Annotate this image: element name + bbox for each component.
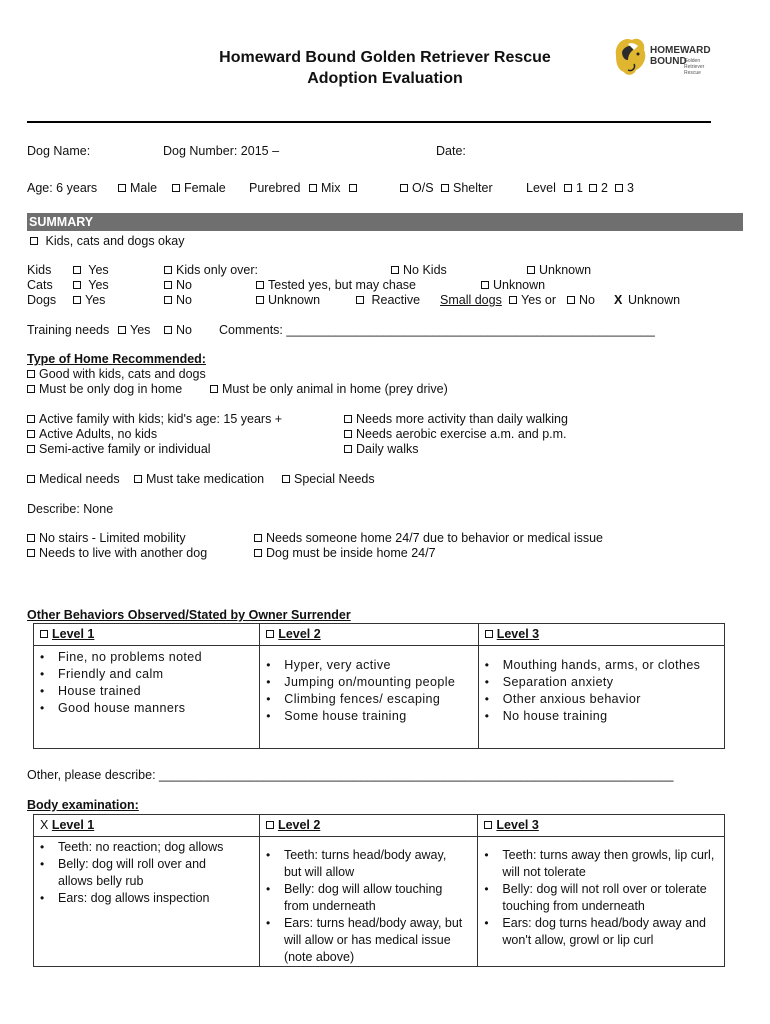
female-label: Female — [184, 181, 226, 195]
checkbox-icon — [164, 266, 172, 274]
must-take-med-label: Must take medication — [146, 472, 265, 486]
kids-only-over-label: Kids only over: — [176, 263, 258, 277]
no-kids-label: No Kids — [403, 263, 447, 277]
checkbox-icon — [27, 385, 35, 393]
inside-home-checkbox[interactable] — [254, 546, 436, 560]
summary-heading: SUMMARY — [29, 215, 94, 229]
active-adults-label: Active Adults, no kids — [39, 427, 158, 441]
no-stairs-checkbox[interactable] — [27, 531, 186, 545]
date-label: Date: — [436, 144, 466, 158]
body-exam-table — [33, 814, 725, 967]
must-take-med-checkbox[interactable] — [134, 472, 264, 486]
list-item: • Teeth: no reaction; dog allows — [34, 839, 234, 856]
checkbox-icon — [615, 184, 623, 192]
no-kids-checkbox[interactable] — [391, 263, 447, 277]
live-with-dog-checkbox[interactable] — [27, 546, 207, 560]
list-item: • House trained — [34, 683, 259, 700]
checkbox-icon — [172, 184, 180, 192]
level-2-title: Level 2 — [278, 627, 321, 641]
someone-home-checkbox[interactable] — [254, 531, 603, 545]
checkbox-icon — [309, 184, 317, 192]
only-dog-checkbox[interactable] — [27, 382, 182, 396]
body-level-2-header[interactable] — [259, 815, 477, 837]
kids-unknown-checkbox[interactable] — [527, 263, 591, 277]
unknown-label: Unknown — [493, 278, 546, 292]
body-exam-heading: Body examination: — [27, 798, 139, 812]
checkbox-icon — [481, 281, 489, 289]
checkbox-icon — [356, 296, 364, 304]
no-label: No — [579, 293, 595, 307]
comments-field[interactable]: Comments: _____________________________________________________ — [219, 323, 655, 337]
behaviors-level-1-header[interactable] — [34, 624, 260, 646]
checkbox-icon — [118, 184, 126, 192]
more-activity-checkbox[interactable] — [344, 412, 568, 426]
no-label: No — [176, 323, 192, 337]
only-animal-label: Must be only animal in home (prey drive) — [222, 382, 448, 396]
behaviors-level-1-cell — [34, 646, 260, 749]
checkbox-icon — [27, 415, 35, 423]
checkbox-icon — [73, 281, 81, 289]
list-item: • Hyper, very active — [260, 657, 477, 674]
behaviors-table — [33, 623, 725, 749]
page-title: Homeward Bound Golden Retriever Rescue — [219, 49, 551, 66]
active-adults-checkbox[interactable] — [27, 427, 157, 441]
shelter-checkbox[interactable] — [441, 181, 493, 195]
cats-unknown-checkbox[interactable] — [481, 278, 545, 292]
medical-needs-checkbox[interactable] — [27, 472, 120, 486]
cats-yes-checkbox[interactable] — [73, 278, 109, 292]
level-1-checkbox[interactable] — [564, 181, 583, 195]
medical-needs-label: Medical needs — [39, 472, 120, 486]
level-3-label: 3 — [627, 181, 634, 195]
list-item: • Mouthing hands, arms, or clothes — [479, 657, 724, 674]
header-rule — [27, 121, 711, 123]
checkbox-icon — [484, 821, 492, 829]
male-label: Male — [130, 181, 158, 195]
list-item: • Good house manners — [34, 700, 259, 717]
logo-small-3: Rescue — [684, 70, 701, 76]
list-item: • Ears: dog turns head/body away and won't allow, growl or lip curl — [478, 915, 714, 949]
dogs-unknown-checkbox[interactable] — [256, 293, 320, 307]
female-checkbox[interactable] — [172, 181, 226, 195]
list-item: • Some house training — [260, 708, 477, 725]
body-level-2-cell — [259, 837, 477, 967]
training-yes-checkbox[interactable] — [118, 323, 150, 337]
os-checkbox[interactable] — [400, 181, 434, 195]
checkbox-icon — [254, 534, 262, 542]
small-dogs-label: Small dogs — [440, 293, 502, 307]
more-activity-label: Needs more activity than daily walking — [356, 412, 568, 426]
checkbox-icon — [344, 415, 352, 423]
checkbox-icon — [27, 430, 35, 438]
checkbox-icon — [164, 326, 172, 334]
list-item: • Belly: dog will allow touching from underneath — [260, 881, 465, 915]
checkbox-icon — [344, 445, 352, 453]
checkbox-icon — [509, 296, 517, 304]
level-3-title: Level 3 — [496, 627, 540, 641]
dog-name-label: Dog Name: — [27, 144, 91, 158]
checkbox-icon — [27, 534, 35, 542]
list-item: • No house training — [479, 708, 724, 725]
kids-cats-dogs-ok-label: Kids, cats and dogs okay — [45, 234, 185, 248]
checkbox-icon — [118, 326, 126, 334]
level-3-checkbox[interactable] — [615, 181, 634, 195]
checkbox-icon — [589, 184, 597, 192]
behaviors-level-2-header[interactable] — [260, 624, 478, 646]
dogs-no-checkbox[interactable] — [164, 293, 192, 307]
yes-label: Yes — [88, 263, 109, 277]
level-1-title: Level 1 — [52, 627, 95, 641]
checkbox-icon — [30, 237, 38, 245]
list-item: • Jumping on/mounting people — [260, 674, 477, 691]
yes-label: Yes — [85, 293, 106, 307]
logo-text-1: HOMEWARD — [650, 45, 711, 56]
dogs-yes-checkbox[interactable] — [73, 293, 105, 307]
level-2-title: Level 2 — [277, 818, 321, 832]
purebred-checkbox[interactable] — [309, 181, 340, 195]
checkbox-icon — [73, 296, 81, 304]
level-1-title: Level 1 — [51, 818, 95, 832]
level-label: Level — [526, 181, 556, 195]
mix-checkbox[interactable] — [349, 181, 361, 195]
good-with-all-checkbox[interactable] — [27, 367, 206, 381]
os-label: O/S — [412, 181, 434, 195]
purebred-label: Purebred — [249, 181, 301, 195]
checkbox-icon — [210, 385, 218, 393]
behaviors-heading: Other Behaviors Observed/Stated by Owner Surrender — [27, 608, 351, 622]
checkbox-icon — [27, 475, 35, 483]
dog-number-label: Dog Number: 2015 – — [163, 144, 280, 158]
checkbox-icon — [40, 630, 48, 638]
level-2-label: 2 — [601, 181, 608, 195]
reactive-label: Reactive — [371, 293, 421, 307]
kids-cats-dogs-ok-checkbox[interactable] — [30, 234, 184, 248]
checkbox-icon — [27, 549, 35, 557]
checkbox-icon — [441, 184, 449, 192]
checkbox-icon — [256, 296, 264, 304]
checkbox-icon — [344, 430, 352, 438]
special-needs-checkbox[interactable] — [282, 472, 375, 486]
behaviors-level-2-cell — [260, 646, 478, 749]
inside-home-label: Dog must be inside home 24/7 — [266, 546, 436, 560]
checkbox-icon — [134, 475, 142, 483]
logo-text-2: BOUND — [650, 56, 687, 67]
checkbox-icon — [164, 296, 172, 304]
list-item: • Fine, no problems noted — [34, 649, 259, 666]
body-level-1-header[interactable] — [34, 815, 260, 837]
checkbox-icon — [256, 281, 264, 289]
checkbox-icon — [567, 296, 575, 304]
body-level-3-cell — [478, 837, 725, 967]
list-item: • Separation anxiety — [479, 674, 724, 691]
training-needs-label: Training needs — [27, 323, 110, 337]
aerobic-label: Needs aerobic exercise a.m. and p.m. — [356, 427, 567, 441]
behaviors-level-3-header[interactable] — [478, 624, 724, 646]
logo-small-2: Retriever — [684, 64, 705, 70]
unknown-label: Unknown — [539, 263, 592, 277]
unknown-label: Unknown — [268, 293, 321, 307]
checkbox-icon — [164, 281, 172, 289]
level-2-checkbox[interactable] — [589, 181, 608, 195]
yes-label: Yes — [88, 278, 109, 292]
kids-yes-checkbox[interactable] — [73, 263, 109, 277]
checkbox-icon — [254, 549, 262, 557]
checkbox-icon — [564, 184, 572, 192]
active-family-label: Active family with kids; kid's age: 15 years + — [39, 412, 283, 426]
level-1-selected-mark: X — [40, 818, 49, 832]
list-item: • Teeth: turns away then growls, lip curl, will not tolerate — [478, 847, 714, 881]
checkbox-icon — [266, 821, 274, 829]
daily-walks-checkbox[interactable] — [344, 442, 419, 456]
checkbox-icon — [485, 630, 493, 638]
list-item: • Belly: dog will not roll over or tolerate touching from underneath — [478, 881, 714, 915]
male-checkbox[interactable] — [118, 181, 157, 195]
training-no-checkbox[interactable] — [164, 323, 192, 337]
yes-or-label: Yes or — [521, 293, 556, 307]
no-stairs-label: No stairs - Limited mobility — [39, 531, 186, 545]
describe-field: Describe: None — [27, 502, 114, 516]
behaviors-level-3-cell — [478, 646, 724, 749]
small-dogs-no-checkbox[interactable] — [567, 293, 595, 307]
list-item: • Friendly and calm — [34, 666, 259, 683]
someone-home-label: Needs someone home 24/7 due to behavior or medical issue — [266, 531, 604, 545]
body-level-3-header[interactable] — [478, 815, 725, 837]
age-label: Age: 6 years — [27, 181, 98, 195]
only-animal-checkbox[interactable] — [210, 382, 448, 396]
aerobic-checkbox[interactable] — [344, 427, 567, 441]
checkbox-icon — [27, 370, 35, 378]
kids-label: Kids — [27, 263, 52, 277]
small-dogs-yes-checkbox[interactable] — [509, 293, 556, 307]
live-with-dog-label: Needs to live with another dog — [39, 546, 208, 560]
checkbox-icon — [27, 445, 35, 453]
logo-small-1: Golden — [684, 58, 701, 64]
shelter-label: Shelter — [453, 181, 493, 195]
tested-yes-checkbox[interactable] — [256, 278, 416, 292]
only-dog-label: Must be only dog in home — [39, 382, 183, 396]
level-1-label: 1 — [576, 181, 583, 195]
page-subtitle: Adoption Evaluation — [307, 70, 463, 87]
semi-active-label: Semi-active family or individual — [39, 442, 211, 456]
checkbox-icon — [527, 266, 535, 274]
yes-label: Yes — [130, 323, 151, 337]
reactive-checkbox[interactable] — [356, 293, 420, 307]
mix-label: Mix — [321, 181, 341, 195]
checkbox-icon — [73, 266, 81, 274]
checkbox-icon — [349, 184, 357, 192]
other-describe-field[interactable]: Other, please describe: __________________________________________________________________________ — [27, 768, 674, 782]
active-family-checkbox[interactable] — [27, 412, 282, 426]
tested-yes-label: Tested yes, but may chase — [268, 278, 416, 292]
list-item: • Climbing fences/ escaping — [260, 691, 477, 708]
small-dogs-unknown-label: Unknown — [628, 293, 681, 307]
level-3-title: Level 3 — [496, 818, 539, 832]
list-item: • Teeth: turns head/body away, but will allow — [260, 847, 465, 881]
checkbox-icon — [391, 266, 399, 274]
semi-active-checkbox[interactable] — [27, 442, 211, 456]
cats-label: Cats — [27, 278, 53, 292]
list-item: • Belly: dog will roll over and allows belly rub — [34, 856, 234, 890]
checkbox-icon — [282, 475, 290, 483]
good-with-all-label: Good with kids, cats and dogs — [39, 367, 206, 381]
home-heading: Type of Home Recommended: — [27, 352, 206, 366]
kids-only-over-checkbox[interactable] — [164, 263, 258, 277]
summary-header — [27, 213, 743, 231]
no-label: No — [176, 293, 192, 307]
body-level-1-cell — [34, 837, 260, 967]
list-item: • Other anxious behavior — [479, 691, 724, 708]
small-dogs-unknown-mark: X — [614, 293, 623, 307]
checkbox-icon — [266, 630, 274, 638]
special-needs-label: Special Needs — [294, 472, 375, 486]
dogs-label: Dogs — [27, 293, 57, 307]
checkbox-icon — [400, 184, 408, 192]
list-item: • Ears: turns head/body away, but will allow or has medical issue (note above) — [260, 915, 465, 966]
list-item: • Ears: dog allows inspection — [34, 890, 234, 907]
no-label: No — [176, 278, 192, 292]
cats-no-checkbox[interactable] — [164, 278, 192, 292]
daily-walks-label: Daily walks — [356, 442, 419, 456]
